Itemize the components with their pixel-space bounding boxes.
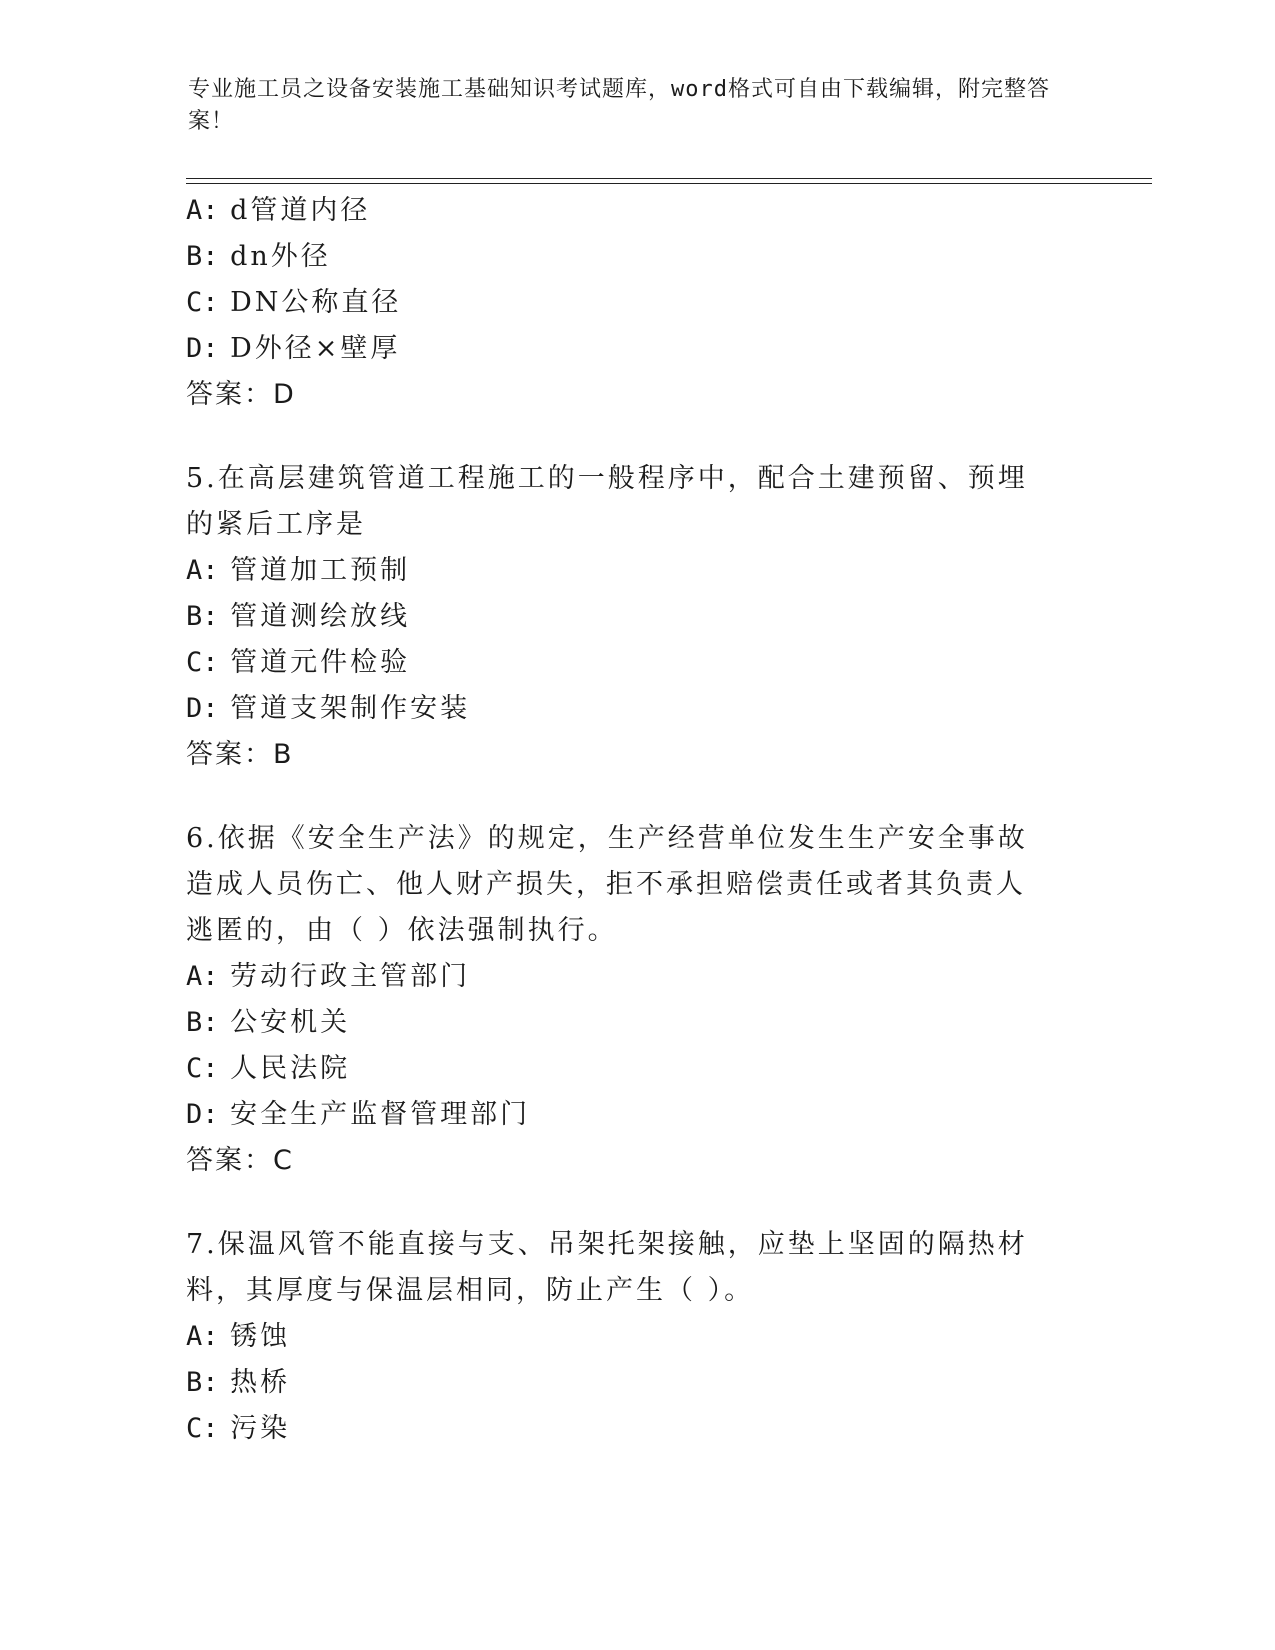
answer: 答案：B xyxy=(186,739,294,770)
option-c: C: DN公称直径 xyxy=(186,287,402,318)
option-b: B: dn外径 xyxy=(186,241,331,272)
answer: 答案：D xyxy=(186,379,296,410)
question-4-continued xyxy=(186,188,1086,418)
question-stem: 7.保温风管不能直接与支、吊架托架接触，应垫上坚固的隔热材料，其厚度与保温层相同，防止产生（ ）。 xyxy=(186,1229,1028,1306)
option-d: D: 管道支架制作安装 xyxy=(186,693,471,724)
option-c: C: 人民法院 xyxy=(186,1053,351,1084)
option-c: C: 管道元件检验 xyxy=(186,647,411,678)
question-stem: 6.依据《安全生产法》的规定，生产经营单位发生生产安全事故造成人员伤亡、他人财产损失，拒不承担赔偿责任或者其负责人逃匿的，由（ ）依法强制执行。 xyxy=(186,823,1028,946)
question-6 xyxy=(186,816,1086,1184)
document-header: 专业施工员之设备安装施工基础知识考试题库，word格式可自由下载编辑，附完整答案！ xyxy=(188,77,1050,134)
question-stem: 5.在高层建筑管道工程施工的一般程序中，配合土建预留、预埋的紧后工序是 xyxy=(186,463,1028,540)
option-a: A: 锈蚀 xyxy=(186,1321,291,1352)
answer: 答案：C xyxy=(186,1145,294,1176)
option-d: D: D外径×壁厚 xyxy=(186,333,401,364)
header-divider-top xyxy=(186,178,1152,179)
question-7 xyxy=(186,1222,1086,1452)
question-list xyxy=(186,188,1086,1452)
option-b: B: 热桥 xyxy=(186,1367,291,1398)
option-a: A: 劳动行政主管部门 xyxy=(186,961,471,992)
option-c: C: 污染 xyxy=(186,1413,291,1444)
option-b: B: 管道测绘放线 xyxy=(186,601,411,632)
option-d: D: 安全生产监督管理部门 xyxy=(186,1099,531,1130)
question-5 xyxy=(186,456,1086,778)
option-a: A: 管道加工预制 xyxy=(186,555,411,586)
header-divider-bottom xyxy=(186,183,1152,184)
option-b: B: 公安机关 xyxy=(186,1007,351,1038)
option-a: A: d管道内径 xyxy=(186,195,371,226)
